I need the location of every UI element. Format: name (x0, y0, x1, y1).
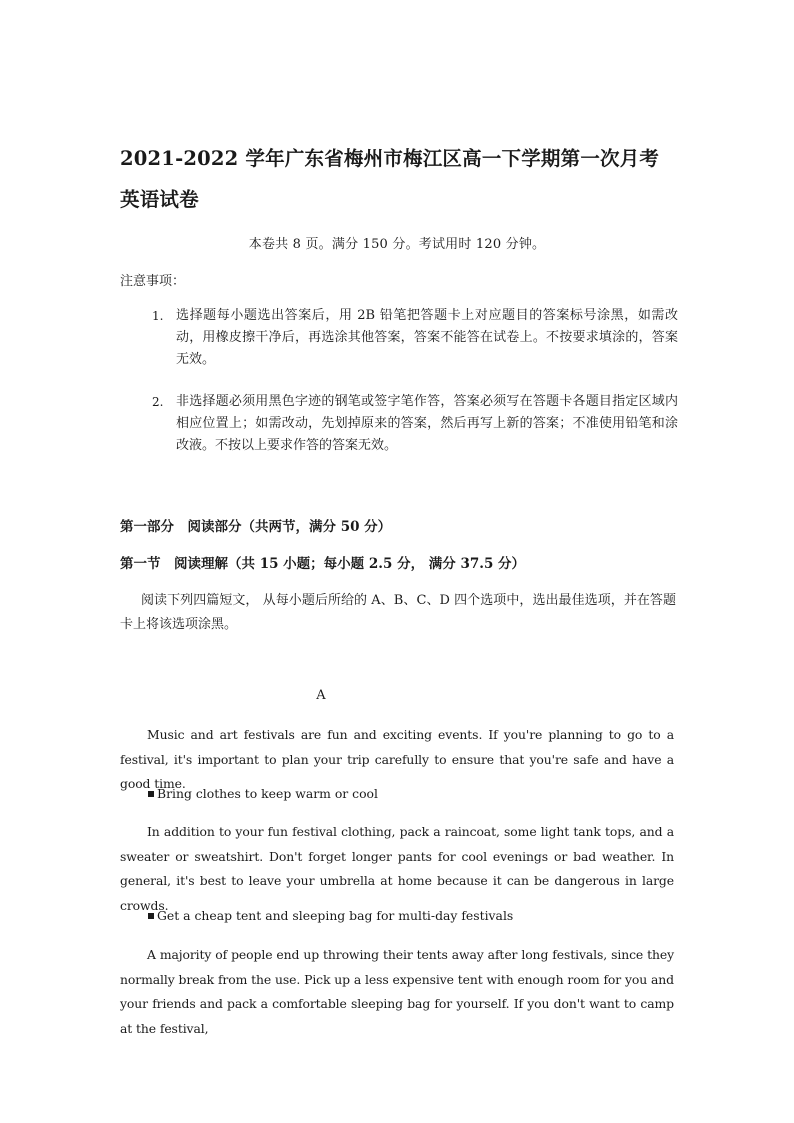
bullet-text: Get a cheap tent and sleeping bag for multi-day festivals (157, 908, 514, 923)
exam-title-line1: 2021-2022 学年广东省梅州市梅江区高一下学期第一次月考 (120, 147, 660, 170)
passage-bullet-heading (148, 908, 513, 923)
passage-paragraph: Music and art festivals are fun and exciting events. If you're planning to go to a festival, it's important to plan your trip carefully to ensure that you're safe and have a good time. (120, 727, 674, 791)
passage-paragraph: A majority of people end up throwing their tents away after long festivals, since they normally break from the use. Pick up a less expensive tent with enough room for you and your friends and pack a comfortable sleeping bag for yourself. If you don't want to camp at the festival, (120, 947, 674, 1036)
note-text: 非选择题必须用黑色字迹的钢笔或签字笔作答，答案必须写在答题卡各题目指定区域内相应位置上；如需改动，先划掉原来的答案，然后再写上新的答案；不准使用铅笔和涂改液。不按以上要求作答的答案无效。 (176, 394, 678, 453)
passage-bullet-heading (148, 786, 378, 801)
notes-heading: 注意事项： (120, 274, 186, 289)
part-heading: 第一部分 阅读部分（共两节，满分 50 分） (120, 519, 392, 535)
exam-info: 本卷共 8 页。满分 150 分。考试用时 120 分钟。 (248, 237, 546, 252)
passage-paragraph: In addition to your fun festival clothing, pack a raincoat, some light tank tops, and a sweater or sweatshirt. Don't forget longer pants for cool evenings or bad weather. In general, it's best to leave your umbrella at home because it can be dangerous in large crowds. (120, 824, 674, 913)
note-text: 选择题每小题选出答案后，用 2B 铅笔把答题卡上对应题目的答案标号涂黑，如需改动，用橡皮擦干净后，再选涂其他答案，答案不能答在试卷上。不按要求填涂的，答案无效。 (176, 308, 678, 367)
reading-instructions: 阅读下列四篇短文， 从每小题后所给的 A、B、C、D 四个选项中，选出最佳选项，并在答题卡上将该选项涂黑。 (120, 593, 676, 632)
exam-title-line2: 英语试卷 (120, 188, 199, 211)
note-number: 2. (152, 395, 164, 409)
square-bullet-icon (148, 791, 154, 797)
passage-label: A (316, 688, 326, 703)
section-heading: 第一节 阅读理解（共 15 小题；每小题 2.5 分， 满分 37.5 分） (120, 556, 526, 572)
note-number: 1. (152, 309, 164, 323)
square-bullet-icon (148, 913, 154, 919)
bullet-text: Bring clothes to keep warm or cool (157, 786, 378, 801)
